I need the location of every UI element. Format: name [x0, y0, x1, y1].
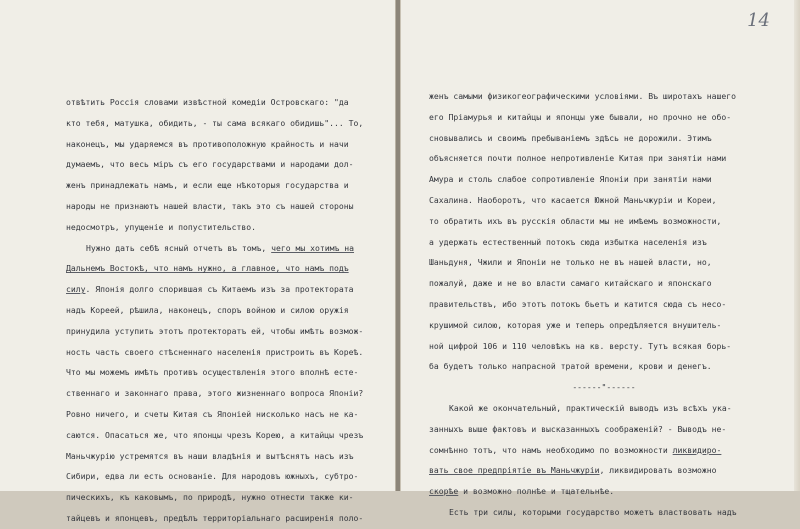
line-text: . Японія долго спорившая съ Китаемъ изъ за протектората [85, 284, 354, 295]
line-text: женъ принадлежать намъ, и если еще нѣкоторыя государства и [66, 180, 349, 191]
text-line [66, 217, 384, 238]
line-text: надъ Кореей, рѣшила, наконецъ, споръ войною и силою оружія [66, 304, 349, 315]
line-text: Что мы можемъ имѣть противъ осуществленія этого вполнѣ есте- [66, 367, 359, 378]
text-line [66, 508, 384, 529]
line-text: объясняется почти полное непротивленіе Китая при занятіи нами [429, 153, 727, 164]
line-text: наконецъ, мы ударяемся въ противоположную крайность и начи [66, 138, 349, 149]
text-line [66, 321, 384, 342]
text-line [429, 502, 779, 523]
text-line [429, 128, 779, 149]
text-line [429, 211, 779, 232]
line-text: Какой же окончательный, практическій выводъ изъ всѣхъ ука- [449, 402, 732, 413]
line-text: пическихъ, къ каковымъ, по природѣ, нужно отнести также ки- [66, 492, 354, 503]
line-text: правительствъ, ибо этотъ потокъ бьетъ и катится сюда съ несо- [429, 298, 727, 309]
line-text: Нужно дать себѣ ясный отчетъ въ томъ, [86, 242, 272, 253]
text-line [66, 113, 384, 134]
text-line [429, 460, 779, 481]
right-page-text [429, 86, 779, 523]
line-text: Сибири, едва ли есть основаніе. Для народовъ южныхъ, субтро- [66, 471, 359, 482]
text-line [66, 175, 384, 196]
line-text: женъ самыми физикогеографическими условіями. Въ широтахъ нашего [429, 91, 736, 101]
underlined-phrase: вать свое предпріятіе въ Маньчжуріи [429, 465, 600, 476]
line-text: Маньчжурію устремятся въ наши владѣнія и вытѣснятъ насъ изъ [66, 450, 354, 461]
text-line [66, 92, 384, 113]
text-line [429, 190, 779, 211]
text-line [66, 383, 384, 404]
line-text: саются. Опасаться же, что японцы чрезъ Корею, а китайцы чрезъ [66, 429, 364, 440]
line-text: принудила уступить этотъ протекторатъ ей, чтобы имѣть возмож- [66, 325, 364, 336]
line-text: Амура и столь слабое сопротивленіе Японіи при занятіи нами [429, 174, 712, 185]
text-line [429, 398, 779, 419]
text-line [429, 294, 779, 315]
text-line [66, 258, 384, 279]
line-text: крушимой силою, которая уже и теперь опредѣляется внушитель- [429, 319, 722, 330]
text-line [429, 232, 779, 253]
line-text: и возможно полнѣе и тщательнѣе. [458, 486, 615, 497]
text-line [429, 356, 779, 377]
left-page-text [66, 92, 384, 529]
line-text: народы не признаютъ нашей власти, такъ это съ нашей стороны [66, 200, 354, 211]
line-text: а удержать естественный потокъ сюда избытка населенія изъ [429, 236, 707, 247]
underlined-phrase: силу [66, 284, 86, 295]
line-text: недосмотръ, упущеніе и попустительство. [66, 221, 257, 232]
text-line [429, 86, 779, 107]
line-text: Шаньдуня, Чжили и Японіи не только не въ нашей власти, но, [429, 257, 712, 268]
text-line [66, 362, 384, 383]
text-line [429, 148, 779, 169]
line-text: Есть три силы, которыми государство можетъ властвовать надъ [449, 506, 737, 517]
text-line [66, 404, 384, 425]
text-line [429, 481, 779, 502]
line-text: его Пріамурья и китайцы и японцы уже бывали, но прочно не обо- [429, 111, 732, 122]
text-line [429, 440, 779, 461]
line-text: отвѣтить Россія словами извѣстной комедіи Островскаго: "да [66, 97, 349, 107]
text-line [429, 169, 779, 190]
text-line [429, 419, 779, 440]
line-text: ной цифрой 106 и 110 человѣкъ на кв. версту. Тутъ всякая борь- [429, 340, 732, 351]
right-page [400, 0, 800, 517]
line-text: то обратить ихъ въ русскія области мы не имѣемъ возможности, [429, 215, 722, 226]
page-number: 14 [747, 10, 770, 31]
page-edge [794, 0, 800, 491]
line-text: пожалуй, даже и не во власти самаго китайскаго и японскаго [429, 278, 712, 289]
line-text: ------"------ [572, 382, 636, 393]
text-line [66, 238, 384, 259]
line-text: ственнаго и законнаго права, этого жизненнаго вопроса Японіи? [66, 388, 364, 399]
line-text: сомнѣнно тотъ, что намъ необходимо по возможности [429, 444, 673, 455]
line-text: ба будетъ только напрасной тратой времени, крови и денегъ. [429, 361, 712, 372]
text-line [429, 336, 779, 357]
text-line [66, 342, 384, 363]
text-line [429, 377, 779, 398]
text-line [66, 425, 384, 446]
line-text: тайцевъ и японцевъ, предѣлъ территоріальнаго расширенія поло- [66, 512, 364, 523]
line-text: ность часть своего стѣсненнаго населенія пристроить въ Кореѣ. [66, 346, 364, 357]
left-page [0, 0, 396, 523]
line-text: кто тебя, матушка, обидить, - ты сама всякаго обидишь"... То, [66, 117, 364, 128]
line-text: Ровно ничего, и счеты Китая съ Японіей нисколько насъ не ка- [66, 408, 359, 419]
text-line [66, 196, 384, 217]
underlined-phrase: скорѣе [429, 486, 459, 497]
line-text: сновывались и своимъ пребываніемъ здѣсь не дорожили. Этимъ [429, 132, 712, 143]
text-line [66, 154, 384, 175]
text-line [429, 273, 779, 294]
text-line [66, 466, 384, 487]
text-line [66, 134, 384, 155]
line-text: , ликвидировать возможно [599, 465, 717, 476]
text-line [429, 107, 779, 128]
underlined-phrase: Дальнемъ Востокѣ, что намъ нужно, а главное, что намъ подъ [66, 263, 349, 274]
text-line [66, 279, 384, 300]
line-text: Сахалина. Наоборотъ, что касается Южной Маньчжуріи и Кореи, [429, 194, 717, 205]
underlined-phrase: чего мы хотимъ на [271, 242, 355, 253]
line-text: думаемъ, что весь міръ съ его государствами и народами дол- [66, 159, 354, 170]
line-text: занныхъ выше фактовъ и высказанныхъ соображеній? - Выводъ не- [429, 423, 727, 434]
text-line [429, 252, 779, 273]
underlined-phrase: ликвидиро- [672, 444, 722, 455]
text-line [66, 300, 384, 321]
text-line [66, 446, 384, 467]
text-line [429, 315, 779, 336]
text-line [66, 487, 384, 508]
